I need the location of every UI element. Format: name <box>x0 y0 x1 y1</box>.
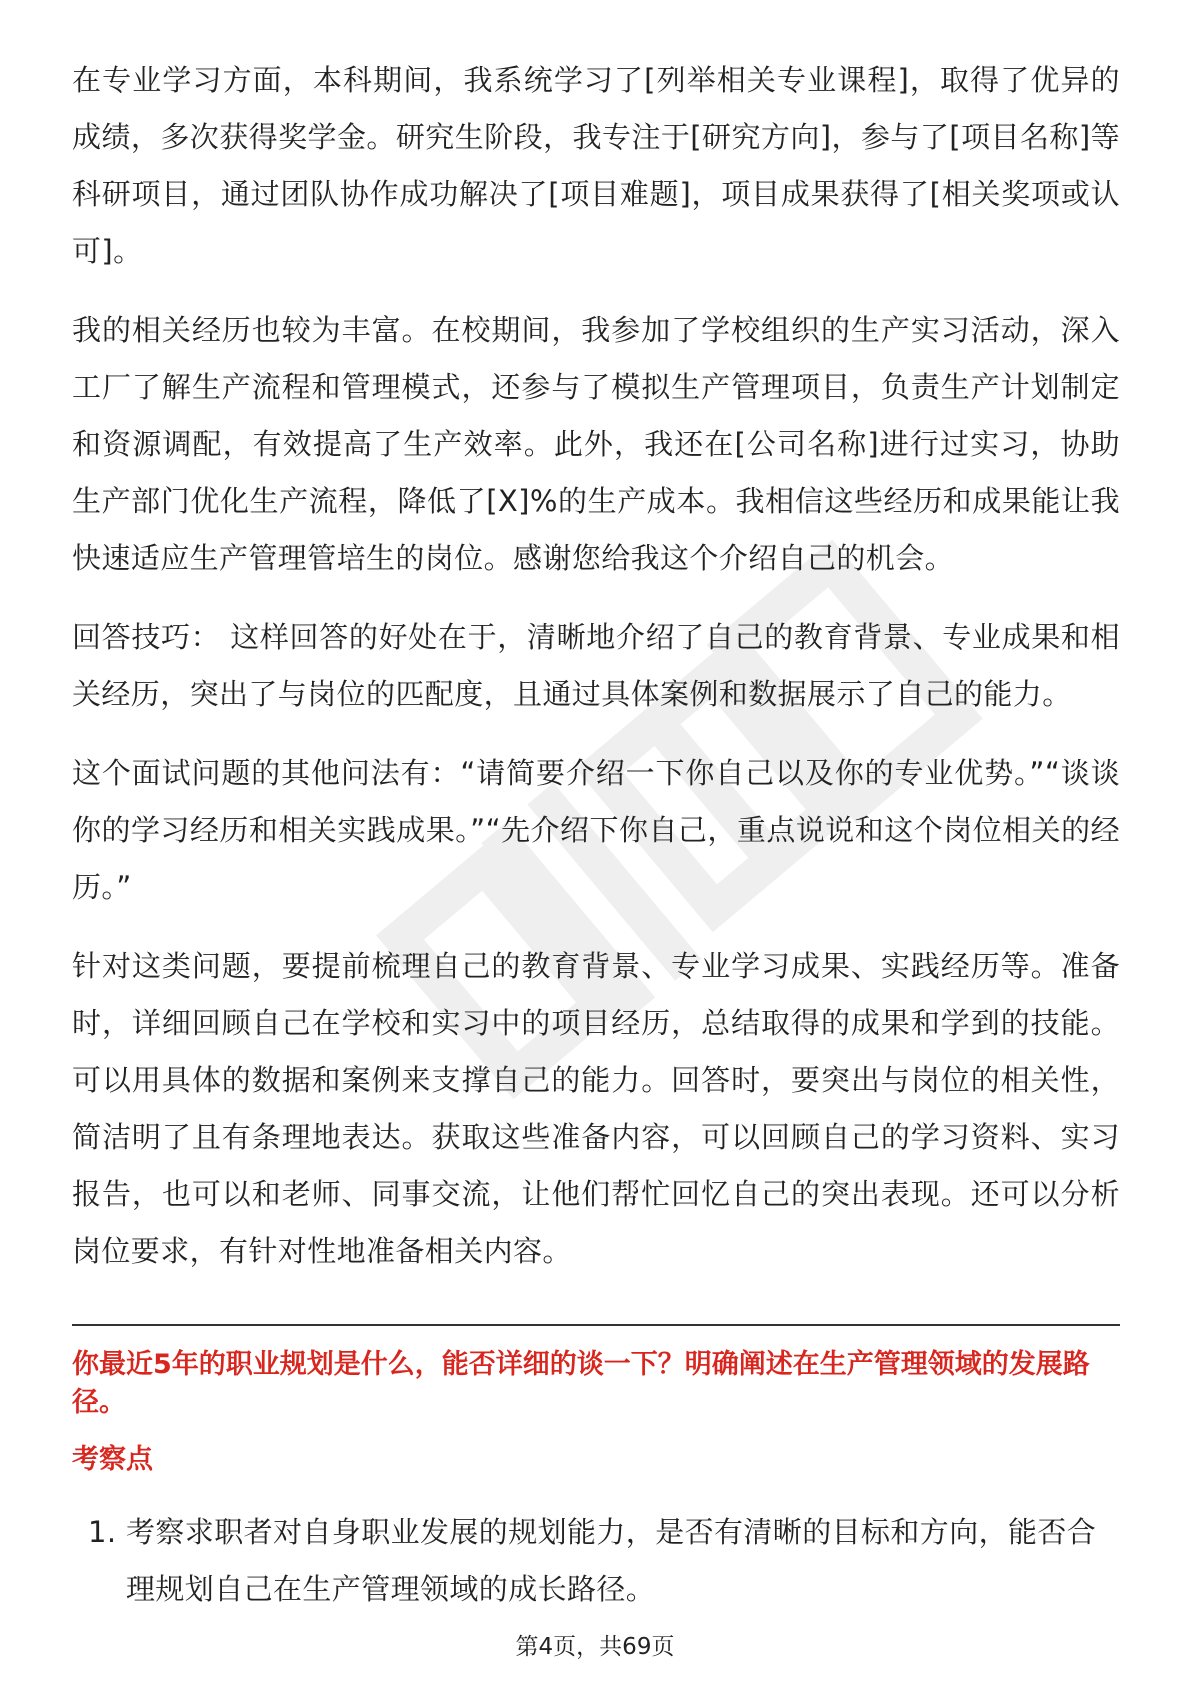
paragraph-preparation-advice: 针对这类问题，要提前梳理自己的教育背景、专业学习成果、实践经历等。准备时，详细回顾自己在学校和实习中的项目经历，总结取得的成果和学到的技能。可以用具体的数据和案例来支撑自己的能力。回答时，要突出与岗位的相关性，简洁明了且有条理地表达。获取这些准备内容，可以回顾自己的学习资料、实习报告，也可以和老师、同事交流，让他们帮忙回忆自己的突出表现。还可以分析岗位要求，有针对性地准备相关内容。 <box>72 949 1120 1268</box>
section-title-assessment: 考察点 <box>72 1444 153 1475</box>
paragraph-answer-tips: 回答技巧： 这样回答的好处在于，清晰地介绍了自己的教育背景、专业成果和相关经历，突出了与岗位的匹配度，且通过具体案例和数据展示了自己的能力。 <box>72 620 1120 711</box>
paragraph-other-phrasings: 这个面试问题的其他问法有：“请简要介绍一下你自己以及你的专业优势。”“谈谈你的学习经历和相关实践成果。”“先介绍下你自己，重点说说和这个岗位相关的经历。” <box>72 756 1120 904</box>
page-footer: 第4页，共69页 <box>515 1634 675 1660</box>
list-item-text: 考察求职者对自身职业发展的规划能力，是否有清晰的目标和方向，能否合理规划自己在生产管理领域的成长路径。 <box>126 1515 1097 1606</box>
document-page <box>72 52 1120 1618</box>
paragraph-experience: 我的相关经历也较为丰富。在校期间，我参加了学校组织的生产实习活动，深入工厂了解生产流程和管理模式，还参与了模拟生产管理项目，负责生产计划制定和资源调配，有效提高了生产效率。此外，我还在[公司名称]进行过实习，协助生产部门优化生产流程，降低了[X]%的生产成本。我相信这些经历和成果能让我快速适应生产管理管培生的岗位。感谢您给我这个介绍自己的机会。 <box>72 313 1120 575</box>
list-item <box>72 1504 1120 1618</box>
section-divider <box>72 1324 1120 1326</box>
assessment-list <box>72 1504 1120 1618</box>
paragraph-education: 在专业学习方面，本科期间，我系统学习了[列举相关专业课程]，取得了优异的成绩，多次获得奖学金。研究生阶段，我专注于[研究方向]，参与了[项目名称]等科研项目，通过团队协作成功解决了[项目难题]，项目成果获得了[相关奖项或认可]。 <box>72 63 1120 268</box>
list-item-number: 1. <box>88 1515 117 1549</box>
question-heading: 你最近5年的职业规划是什么，能否详细的谈一下？明确阐述在生产管理领域的发展路径。 <box>72 1349 1090 1418</box>
